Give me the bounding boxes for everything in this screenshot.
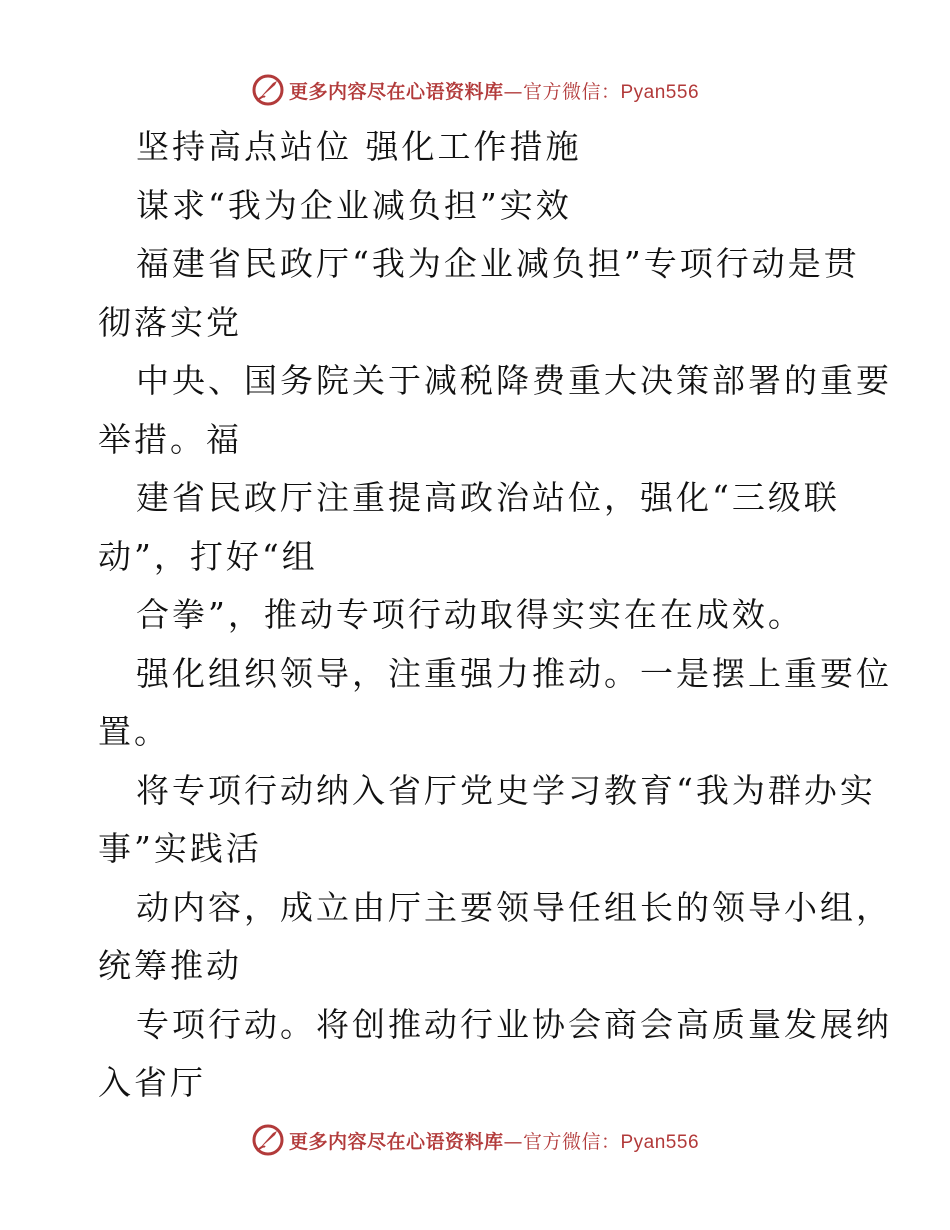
footer-banner-suffix: 官方微信： xyxy=(522,1130,621,1153)
quill-logo-icon xyxy=(251,1123,285,1157)
header-banner-account: Pyan556 xyxy=(620,81,700,103)
text-line: 入省厅 xyxy=(98,1063,206,1102)
footer-banner xyxy=(0,1120,950,1160)
text-line: 动内容，成立由厅主要领导任组长的领导小组， xyxy=(136,887,892,927)
document-body xyxy=(98,118,892,1113)
header-banner xyxy=(0,70,950,110)
text-line: 强化组织领导，注重强力推动。一是摆上重要位 xyxy=(136,653,892,693)
text-line: 将专项行动纳入省厅党史学习教育“我为群办实 xyxy=(136,770,876,810)
header-banner-text xyxy=(289,77,699,104)
text-line: 坚持高点站位 强化工作措施 xyxy=(136,127,582,166)
header-banner-separator: — xyxy=(503,80,523,103)
text-line: 彻落实党 xyxy=(98,302,242,342)
quill-logo-icon xyxy=(251,73,285,107)
footer-banner-main: 更多内容尽在心语资料库 xyxy=(288,1130,504,1153)
footer-banner-separator: — xyxy=(503,1130,523,1153)
header-banner-main: 更多内容尽在心语资料库 xyxy=(288,80,504,103)
text-line: 合拳”，推动专项行动取得实实在在成效。 xyxy=(136,595,804,634)
text-line: 举措。福 xyxy=(98,419,242,459)
text-line: 建省民政厅注重提高政治站位，强化“三级联 xyxy=(136,478,840,517)
text-line: 中央、国务院关于减税降费重大决策部署的重要 xyxy=(136,361,892,400)
text-line: 动”，打好“组 xyxy=(98,536,318,576)
footer-banner-text xyxy=(289,1127,699,1154)
header-banner-suffix: 官方微信： xyxy=(522,80,621,103)
text-line: 谋求“我为企业减负担”实效 xyxy=(136,185,572,225)
text-line: 专项行动。将创推动行业协会商会高质量发展纳 xyxy=(136,1004,892,1044)
text-line: 统筹推动 xyxy=(98,946,242,985)
text-line: 事”实践活 xyxy=(98,829,262,868)
footer-banner-account: Pyan556 xyxy=(620,1131,700,1153)
text-line: 置。 xyxy=(98,712,170,751)
text-line: 福建省民政厅“我为企业减负担”专项行动是贯 xyxy=(136,244,860,283)
